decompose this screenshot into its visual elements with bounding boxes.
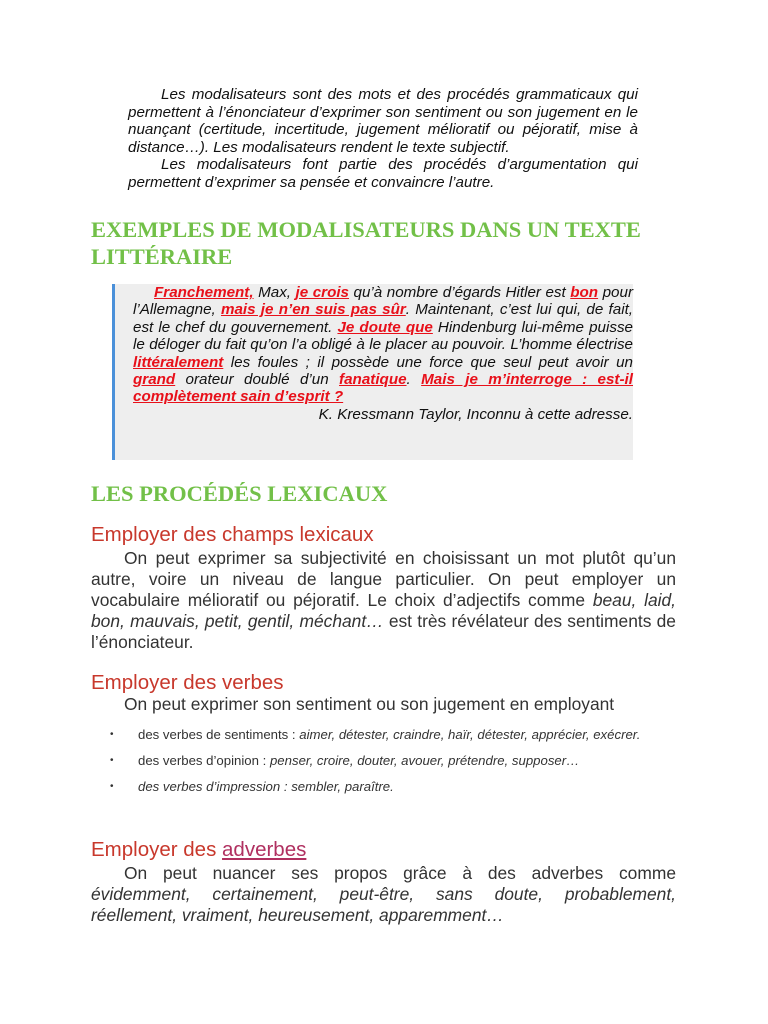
quote-fragment: orateur doublé d’un — [175, 371, 340, 389]
quote-fragment: qu’à nombre d’égards Hitler est — [349, 284, 571, 301]
paragraph-verbs: On peut exprimer son sentiment ou son jugement en employant — [124, 694, 615, 714]
paragraph-fragment: On peut nuancer ses propos grâce à des adverbes comme — [124, 863, 676, 883]
list-item-label: des verbes d’opinion : — [138, 753, 270, 768]
subtitle-fragment: Employer des — [91, 838, 223, 861]
quote-fragment: les foules ; il possède une force que seul peut avoir un — [223, 353, 633, 371]
intro-paragraph-1: Les modalisateurs sont des mots et des procédés grammaticaux qui permettent à l’énonciateur d’exprimer son sentiment ou son jugement en le nuançant (certitude, incertitude, jugement mélioratif ou péjoratif, mise à distance…). Les modalisateurs rendent le texte subjectif. — [128, 86, 638, 156]
adverbs-link[interactable]: adverbes — [222, 838, 307, 861]
quote-fragment: Hindenburg lui-même puisse le déloger du fait qu’on l’a obligé à le placer au pouvoir. L’homme électrise — [133, 318, 633, 354]
list-item — [110, 722, 676, 748]
paragraph-lexical-fields — [91, 548, 676, 653]
modalizer-5: Je doute que — [337, 318, 433, 336]
adjective-examples: beau, laid, bon, mauvais, petit, gentil, méchant… — [91, 590, 676, 631]
quote-fragment: Max, — [253, 284, 296, 301]
intro-section — [128, 86, 638, 191]
bullet-icon: • — [110, 729, 114, 740]
bullet-icon: • — [110, 755, 114, 766]
modalizer-3: bon — [570, 284, 599, 301]
section-title-lexical: LES PROCÉDÉS LEXICAUX — [91, 481, 388, 506]
paragraph-fragment: On peut exprimer sa subjectivité en choisissant un mot plutôt qu’un autre, voire un niveau de langue particulier. On peut employer un vocabulaire mélioratif ou péjoratif. Le choix d’adjectifs comme — [91, 548, 676, 610]
subtitle-adverbs — [91, 838, 306, 862]
list-item-label: des verbes de sentiments : — [138, 727, 300, 742]
modalizer-9: Mais je m’interroge : est-il complètement sain d’esprit ? — [133, 371, 633, 406]
quote-fragment: . Maintenant, c’est lui qui, de fait, est le chef du gouvernement. — [133, 301, 634, 336]
list-item — [110, 774, 676, 800]
paragraph-fragment: est très révélateur des sentiments de l’énonciateur. — [91, 611, 676, 652]
quote-fragment: pour l’Allemagne, — [133, 284, 633, 319]
list-item-examples: aimer, détester, craindre, haïr, détester, apprécier, exécrer. — [299, 727, 641, 742]
modalizer-2: je crois — [295, 284, 350, 301]
quote-source: K. Kressmann Taylor, Inconnu à cette adresse. — [318, 405, 633, 423]
quote-paragraph — [133, 284, 633, 406]
list-item-examples: penser, croire, douter, avouer, prétendre, supposer… — [269, 753, 580, 768]
list-item — [110, 748, 676, 774]
literary-quote-box — [112, 284, 633, 460]
list-item-examples: des verbes d’impression : sembler, paraître. — [138, 779, 394, 794]
quote-text — [133, 284, 633, 423]
verb-list — [110, 722, 676, 800]
subtitle-verbs: Employer des verbes — [91, 671, 284, 694]
adverb-examples: évidemment, certainement, peut-être, sans doute, probablement, réellement, vraiment, heureusement, apparemment… — [91, 884, 676, 925]
paragraph-adverbs — [91, 863, 676, 926]
subtitle-lexical-fields: Employer des champs lexicaux — [91, 523, 374, 546]
modalizer-4: mais je n’en suis pas sûr — [220, 301, 406, 319]
modalizer-1: Franchement, — [154, 284, 254, 301]
modalizer-6: littéralement — [133, 353, 224, 371]
bullet-icon: • — [110, 781, 114, 792]
modalizer-7: grand — [133, 371, 176, 389]
quote-fragment: . — [406, 371, 422, 389]
intro-paragraph-2: Les modalisateurs font partie des procédés d’argumentation qui permettent d’exprimer sa pensée et convaincre l’autre. — [128, 156, 638, 191]
section-title-examples: EXEMPLES DE MODALISATEURS DANS UN TEXTE LITTÉRAIRE — [91, 217, 641, 269]
modalizer-8: fanatique — [339, 371, 407, 389]
